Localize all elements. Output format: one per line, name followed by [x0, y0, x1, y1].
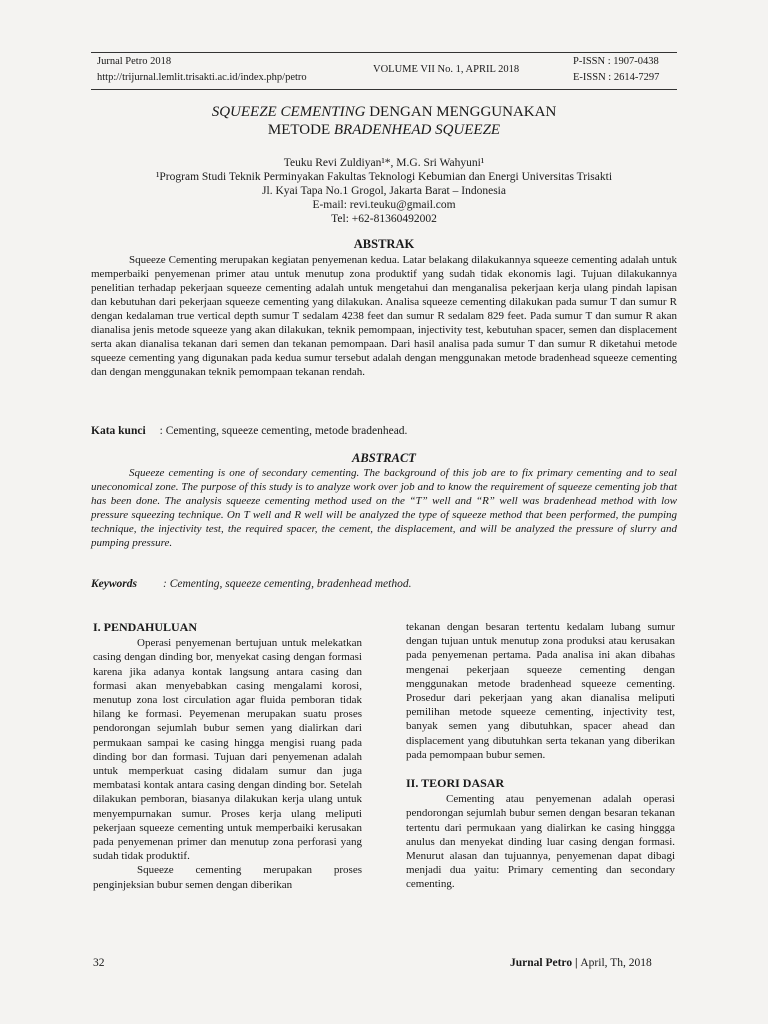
authors: Teuku Revi Zuldiyan¹*, M.G. Sri Wahyuni¹ — [283, 157, 485, 169]
section2-heading: II. TEORI DASAR — [406, 776, 505, 791]
pissn: P-ISSN : 1907-0438 — [573, 56, 659, 67]
journal-name: Jurnal Petro 2018 — [97, 56, 172, 67]
email[interactable]: E-mail: revi.teuku@gmail.com — [312, 199, 456, 211]
address: Jl. Kyai Tapa No.1 Grogol, Jakarta Barat – Indonesia — [262, 185, 506, 197]
abstract-heading: ABSTRACT — [352, 451, 416, 465]
column-right — [406, 620, 675, 892]
section1-paragraph1: Operasi penyemenan bertujuan untuk melekatkan casing dengan dinding bor, menyekat casing dengan formasi karena jika adanya kontak langsung antara casing dan formasi akan menyebabkan casing mengalami korosi, menutup zona lost circulation agar fluida pemboran tidak hilang ke formasi. Peyemenan merupakan suatu proses pendorongan sejumlah bubur semen yang dialirkan dari permukaan sampai ke casing hingga mengisi ruang pada dinding bor dan formasi. Tujuan dari penyemenan adalah untuk memperkuat casing didalam sumur dan juga membatasi kontak antara casing dengan dinding bor. Setelah dilakukan pemboran, biasanya dilakukan kerja ulang untuk menyempurnakan sumur. Proses kerja ulang meliputi pekerjaan squeeze cementing untuk memperbaiki kerusakan pada penyemenan primer dan menutup zona perforasi yang sudah tidak produktif. — [93, 637, 362, 863]
telephone: Tel: +62-81360492002 — [331, 213, 437, 225]
paper-title-line1: SQUEEZE CEMENTING DENGAN MENGGUNAKAN — [211, 104, 557, 120]
abstrak-heading: ABSTRAK — [353, 237, 415, 251]
abstrak-text: Squeeze Cementing merupakan kegiatan penyemenan kedua. Latar belakang dilakukannya squeeze cementing adalah untuk memperbaiki penyemenan primer atau untuk menutup zona produktif yang sudah tidak ekonomis lagi. Tujuan dilakukannya penelitian terhadap pekerjaan squeeze cementing adalah untuk mengetahui dan menganalisa pekerjaan kerja ulang pindah lapisan dan kebutuhan dari pekerjaan squeeze cementing yang dilakukan. Analisa squeeze cementing dilakukan pada sumur T dan sumur R dengan kedalaman true vertical depth sumur T sedalam 4238 feet dan sumur R sedalam 829 feet. Pada sumur T dan sumur R akan dianalisa jenis metode squeeze yang akan dilakukan, teknik pemompaan, injectivity test, kebutuhan spacer, semen dan displacement serta akan dianalisa tekanan dari semen dan tekanan pemompaan. Dari hasil analisa pada sumur T dan sumur R diketahui metode squeeze cementing yang digunakan pada kedua sumur tersebut adalah dengan menggunakan metode bradenhead squeeze cementing dan dengan menggunakan teknik pemompaan tekanan rendah. — [91, 254, 677, 378]
section1-paragraph3: tekanan dengan besaran tertentu kedalam lubang sumur dengan tujuan untuk menutup zona produksi atau kerusakan pada penyemenan pertama. Pada analisa ini akan dibahas mengenai pekerjaan squeeze cementing dengan menggunakan metode bradenhead squeeze cementing. Prosedur dari pekerjaan yang akan dianalisa meliputi pemilihan metode squeeze cementing, injectivity test, banyak semen yang dibutuhkan, spacer ahead dan displacement yang dibutuhkan serta tekanan yang diberikan pada pemompaan bubur semen. — [406, 621, 675, 761]
abstract-text: Squeeze cementing is one of secondary cementing. The background of this job are to fix primary cementing and to seal uneconomical zone. The purpose of this study is to analyze work over job and to know the requirement of squeeze cementing job that has been done. The analysis squeeze cementing method used on the “T” well and “R” well was bradenhead method with low pressure squeezing technique. On T well and R well will be analyzed the type of squeeze method that been performed, the pumping technique, the injectivity test, the required spacer, the cement, the displacement, and will be analyzed the pressure of slurry and pumping pressure. — [91, 467, 677, 549]
kata-kunci: Kata kunci : Cementing, squeeze cementing, metode bradenhead. — [91, 425, 408, 437]
keywords: Keywords : Cementing, squeeze cementing, bradenhead method. — [91, 578, 412, 590]
section1-heading: I. PENDAHULUAN — [93, 620, 198, 634]
journal-url[interactable]: http://trijurnal.lemlit.trisakti.ac.id/index.php/petro — [97, 72, 307, 83]
affiliation: ¹Program Studi Teknik Perminyakan Fakultas Teknologi Kebumian dan Energi Universitas Trisakti — [155, 171, 613, 183]
page-number: 32 — [93, 957, 105, 969]
volume-info: VOLUME VII No. 1, APRIL 2018 — [373, 64, 520, 75]
column-left — [93, 620, 362, 892]
journal-header — [91, 52, 677, 90]
paper-title-line2: METODE BRADENHEAD SQUEEZE — [267, 122, 501, 138]
section2-paragraph1: Cementing atau penyemenan adalah operasi pendorongan sejumlah bubur semen dengan besaran tekanan tertentu dari permukaan yang dialirkan ke casing hinggga anulus dan menyekat dinding luar casing dengan formasi. Menurut alasan dan tujuannya, penyemenan dapat dibagi menjadi dua yaitu: Primary cementing dan secondary cementing. — [406, 793, 675, 891]
section1-paragraph2: Squeeze cementing merupakan proses penginjeksian bubur semen dengan diberikan — [93, 864, 362, 891]
eissn: E-ISSN : 2614-7297 — [573, 72, 660, 83]
footer-journal: Jurnal Petro | April, Th, 2018 — [510, 957, 652, 969]
